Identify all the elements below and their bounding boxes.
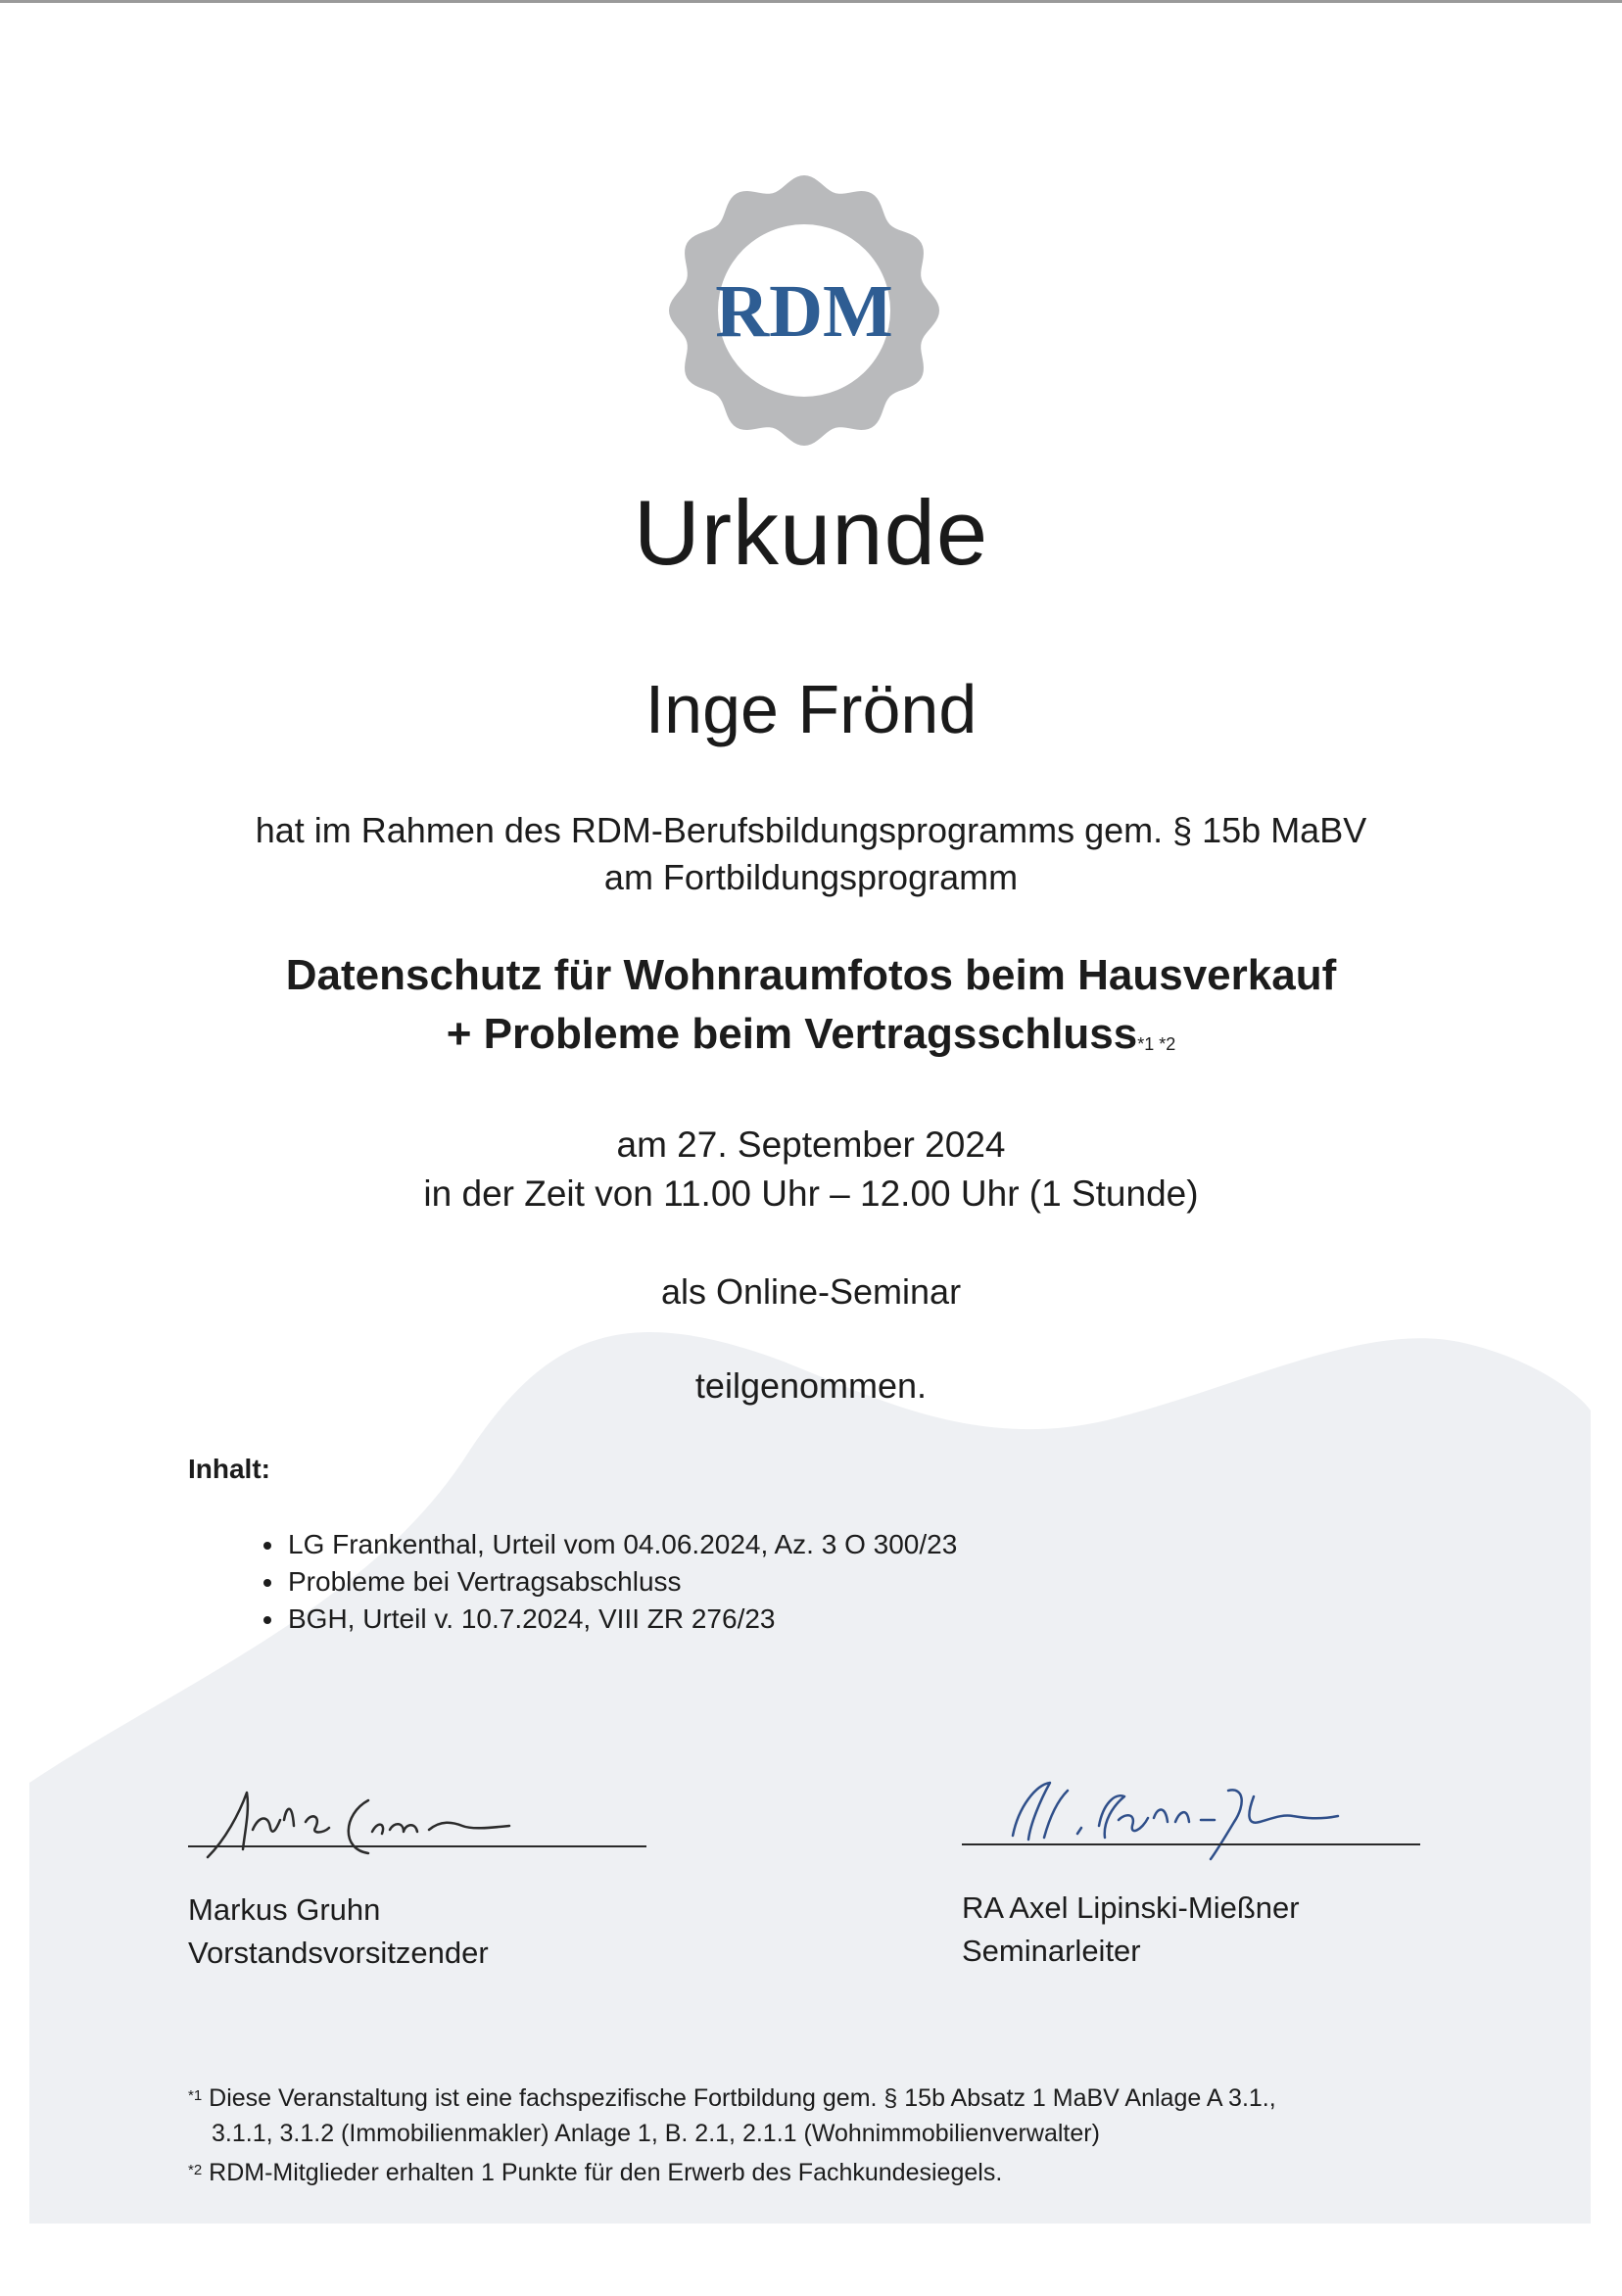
footnote-1 bbox=[188, 2081, 1276, 2151]
signature-left-image bbox=[196, 1771, 549, 1869]
course-title bbox=[0, 946, 1622, 1064]
course-title-line-1: Datenschutz für Wohnraumfotos beim Hausverkauf bbox=[285, 951, 1337, 999]
course-footnote-marks: *1 *2 bbox=[1137, 1034, 1176, 1054]
logo-text: RDM bbox=[715, 270, 893, 353]
footnote-1-line-1 bbox=[188, 2081, 1276, 2116]
rdm-logo bbox=[666, 172, 942, 449]
footnote-2-mark: *2 bbox=[188, 2162, 203, 2178]
signer-left-role: Vorstandsvorsitzender bbox=[188, 1936, 489, 1970]
footnote-2 bbox=[188, 2155, 1002, 2190]
footnote-2-line-1 bbox=[188, 2155, 1002, 2190]
date-line: am 27. September 2024 bbox=[616, 1124, 1006, 1165]
footnote-1-line-2: 3.1.1, 3.1.2 (Immobilienmakler) Anlage 1, B. 2.1, 2.1.1 (Wohnimmobilienverwalter) bbox=[212, 2120, 1100, 2147]
signature-line-right bbox=[962, 1843, 1420, 1845]
format-line: als Online-Seminar bbox=[660, 1271, 962, 1312]
intro-line-2: am Fortbildungsprogramm bbox=[603, 857, 1019, 897]
intro-text bbox=[0, 807, 1622, 901]
course-title-line-2-text: + Probleme beim Vertragsschluss bbox=[446, 1010, 1138, 1058]
content-list bbox=[243, 1526, 957, 1638]
signer-left bbox=[188, 1889, 489, 1975]
signature-right-image bbox=[989, 1757, 1361, 1865]
signature-line-left bbox=[188, 1845, 646, 1847]
signer-left-name: Markus Gruhn bbox=[188, 1892, 381, 1927]
content-label: Inhalt: bbox=[188, 1454, 270, 1484]
list-item: • Probleme bei Vertragsabschluss bbox=[286, 1563, 957, 1601]
time-line: in der Zeit von 11.00 Uhr – 12.00 Uhr (1 Stunde) bbox=[423, 1173, 1199, 1214]
signer-right bbox=[962, 1887, 1300, 1973]
course-title-line-2 bbox=[0, 1005, 1622, 1064]
recipient-name: Inge Frönd bbox=[644, 671, 978, 747]
intro-line-1: hat im Rahmen des RDM-Berufsbildungsprogramms gem. § 15b MaBV bbox=[255, 810, 1367, 850]
signer-right-name: RA Axel Lipinski-Mießner bbox=[962, 1890, 1300, 1925]
list-item: • LG Frankenthal, Urteil vom 04.06.2024, Az. 3 O 300/23 bbox=[286, 1526, 957, 1563]
date-block bbox=[0, 1121, 1622, 1219]
list-item: • BGH, Urteil v. 10.7.2024, VIII ZR 276/23 bbox=[286, 1601, 957, 1638]
footnote-2-text: RDM-Mitglieder erhalten 1 Punkte für den Erwerb des Fachkundesiegels. bbox=[209, 2159, 1003, 2186]
certificate-title: Urkunde bbox=[633, 481, 989, 584]
footnote-1-text-1: Diese Veranstaltung ist eine fachspezifische Fortbildung gem. § 15b Absatz 1 MaBV Anlage A 3.1., bbox=[209, 2084, 1276, 2112]
signer-right-role: Seminarleiter bbox=[962, 1934, 1141, 1968]
footnote-1-mark: *1 bbox=[188, 2087, 203, 2104]
participated-line: teilgenommen. bbox=[694, 1365, 928, 1406]
